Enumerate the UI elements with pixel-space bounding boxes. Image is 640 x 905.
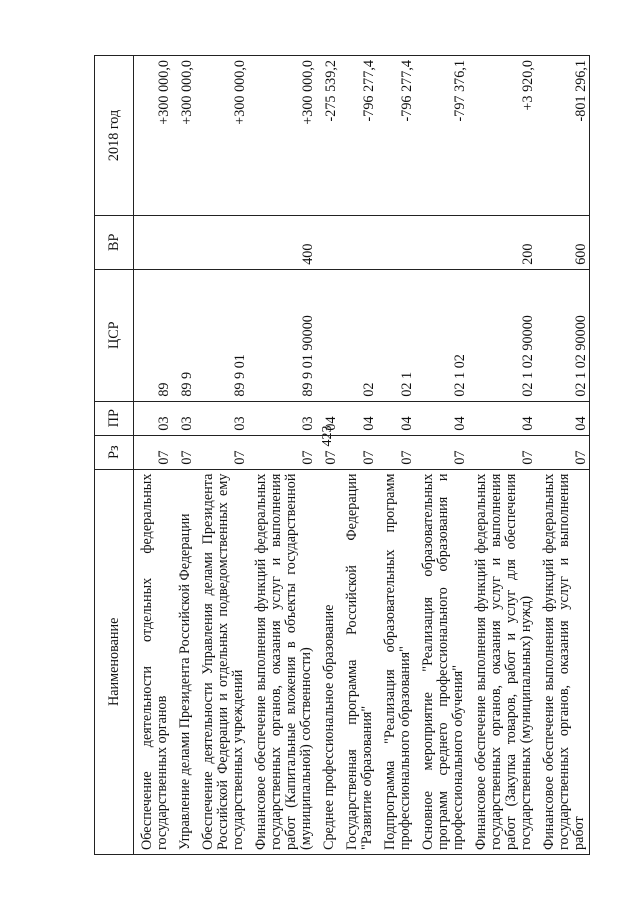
row-name: Обеспечение деятельности отдельных федеральных государственных органов bbox=[134, 469, 173, 854]
row-amount: +300 000,0 bbox=[172, 56, 195, 216]
header-pr: ПР bbox=[95, 401, 134, 435]
page-number: 423 bbox=[320, 425, 335, 447]
row-csr: 02 1 02 90000 bbox=[536, 269, 590, 401]
row-name: Финансовое обеспечение выполнения функций федеральных государственных органов, оказания услуг и выполнения работ bbox=[536, 469, 590, 854]
row-pr: 03 bbox=[172, 401, 195, 435]
row-amount: -796 277,4 bbox=[377, 56, 415, 216]
header-csr: ЦСР bbox=[95, 269, 134, 401]
row-csr: 89 9 01 90000 bbox=[248, 269, 316, 401]
row-name: Обеспечение деятельности Управления делами Президента Российской Федерации и отдельных подведомственных ему государственных учреждений bbox=[195, 469, 248, 854]
table-row bbox=[468, 56, 536, 855]
table-row bbox=[536, 56, 590, 855]
row-pr: 03 bbox=[134, 401, 173, 435]
row-csr: 02 1 02 90000 bbox=[468, 269, 536, 401]
row-rz: 07 bbox=[172, 435, 195, 469]
row-amount: +300 000,0 bbox=[248, 56, 316, 216]
row-name: Подпрограмма "Реализация образовательных программ профессионального образования" bbox=[377, 469, 415, 854]
table-row bbox=[248, 56, 316, 855]
table-row bbox=[134, 56, 173, 855]
row-csr: 02 1 bbox=[377, 269, 415, 401]
row-amount: -275 539,2 bbox=[316, 56, 339, 216]
row-vr: 400 bbox=[248, 215, 316, 269]
table-row bbox=[195, 56, 248, 855]
row-vr bbox=[316, 215, 339, 269]
row-vr bbox=[339, 215, 377, 269]
row-pr: 04 bbox=[316, 401, 339, 435]
row-pr: 04 bbox=[377, 401, 415, 435]
table-header bbox=[95, 56, 134, 855]
row-amount: -801 296,1 bbox=[536, 56, 590, 216]
row-rz: 07 bbox=[468, 435, 536, 469]
row-name: Государственная программа Российской Федерации "Развитие образования" bbox=[339, 469, 377, 854]
row-rz: 07 bbox=[536, 435, 590, 469]
row-vr bbox=[377, 215, 415, 269]
row-csr: 89 bbox=[134, 269, 173, 401]
row-amount: -797 376,1 bbox=[415, 56, 468, 216]
row-rz: 07 bbox=[316, 435, 339, 469]
row-csr bbox=[316, 269, 339, 401]
row-pr: 04 bbox=[536, 401, 590, 435]
row-rz: 07 bbox=[415, 435, 468, 469]
row-vr bbox=[195, 215, 248, 269]
table-row bbox=[415, 56, 468, 855]
row-name: Финансовое обеспечение выполнения функций федеральных государственных органов, оказания услуг и выполнения работ (Закупка товаров, работ и услуг для обеспечения государственных (муниципальных) нужд) bbox=[468, 469, 536, 854]
row-vr: 600 bbox=[536, 215, 590, 269]
row-vr bbox=[134, 215, 173, 269]
row-name: Финансовое обеспечение выполнения функций федеральных государственных органов, оказания услуг и выполнения работ (Капитальные вложения в объекты государственной (муниципальной) собственности) bbox=[248, 469, 316, 854]
row-rz: 07 bbox=[134, 435, 173, 469]
row-rz: 07 bbox=[195, 435, 248, 469]
row-name: Управление делами Президента Российской Федерации bbox=[172, 469, 195, 854]
row-pr: 03 bbox=[248, 401, 316, 435]
row-amount: +300 000,0 bbox=[195, 56, 248, 216]
row-vr: 200 bbox=[468, 215, 536, 269]
row-csr: 02 1 02 bbox=[415, 269, 468, 401]
row-pr: 04 bbox=[468, 401, 536, 435]
row-rz: 07 bbox=[339, 435, 377, 469]
row-pr: 03 bbox=[195, 401, 248, 435]
row-vr bbox=[415, 215, 468, 269]
header-name: Наименование bbox=[95, 469, 134, 854]
row-pr: 04 bbox=[339, 401, 377, 435]
row-name: Основное мероприятие "Реализация образовательных программ среднего профессионального образования и профессионального обучения" bbox=[415, 469, 468, 854]
table-row bbox=[339, 56, 377, 855]
row-amount: -796 277,4 bbox=[339, 56, 377, 216]
row-csr: 89 9 bbox=[172, 269, 195, 401]
row-vr bbox=[172, 215, 195, 269]
row-rz: 07 bbox=[248, 435, 316, 469]
header-year: 2018 год bbox=[95, 56, 134, 216]
row-name: Среднее профессиональное образование bbox=[316, 469, 339, 854]
row-amount: +300 000,0 bbox=[134, 56, 173, 216]
row-pr: 04 bbox=[415, 401, 468, 435]
table-row bbox=[172, 56, 195, 855]
header-rz: Рз bbox=[95, 435, 134, 469]
budget-table-rotated bbox=[94, 55, 587, 855]
row-amount: +3 920,0 bbox=[468, 56, 536, 216]
row-csr: 02 bbox=[339, 269, 377, 401]
row-rz: 07 bbox=[377, 435, 415, 469]
header-vr: ВР bbox=[95, 215, 134, 269]
table-row bbox=[316, 56, 339, 855]
row-csr: 89 9 01 bbox=[195, 269, 248, 401]
table-row bbox=[377, 56, 415, 855]
budget-table bbox=[94, 55, 590, 855]
